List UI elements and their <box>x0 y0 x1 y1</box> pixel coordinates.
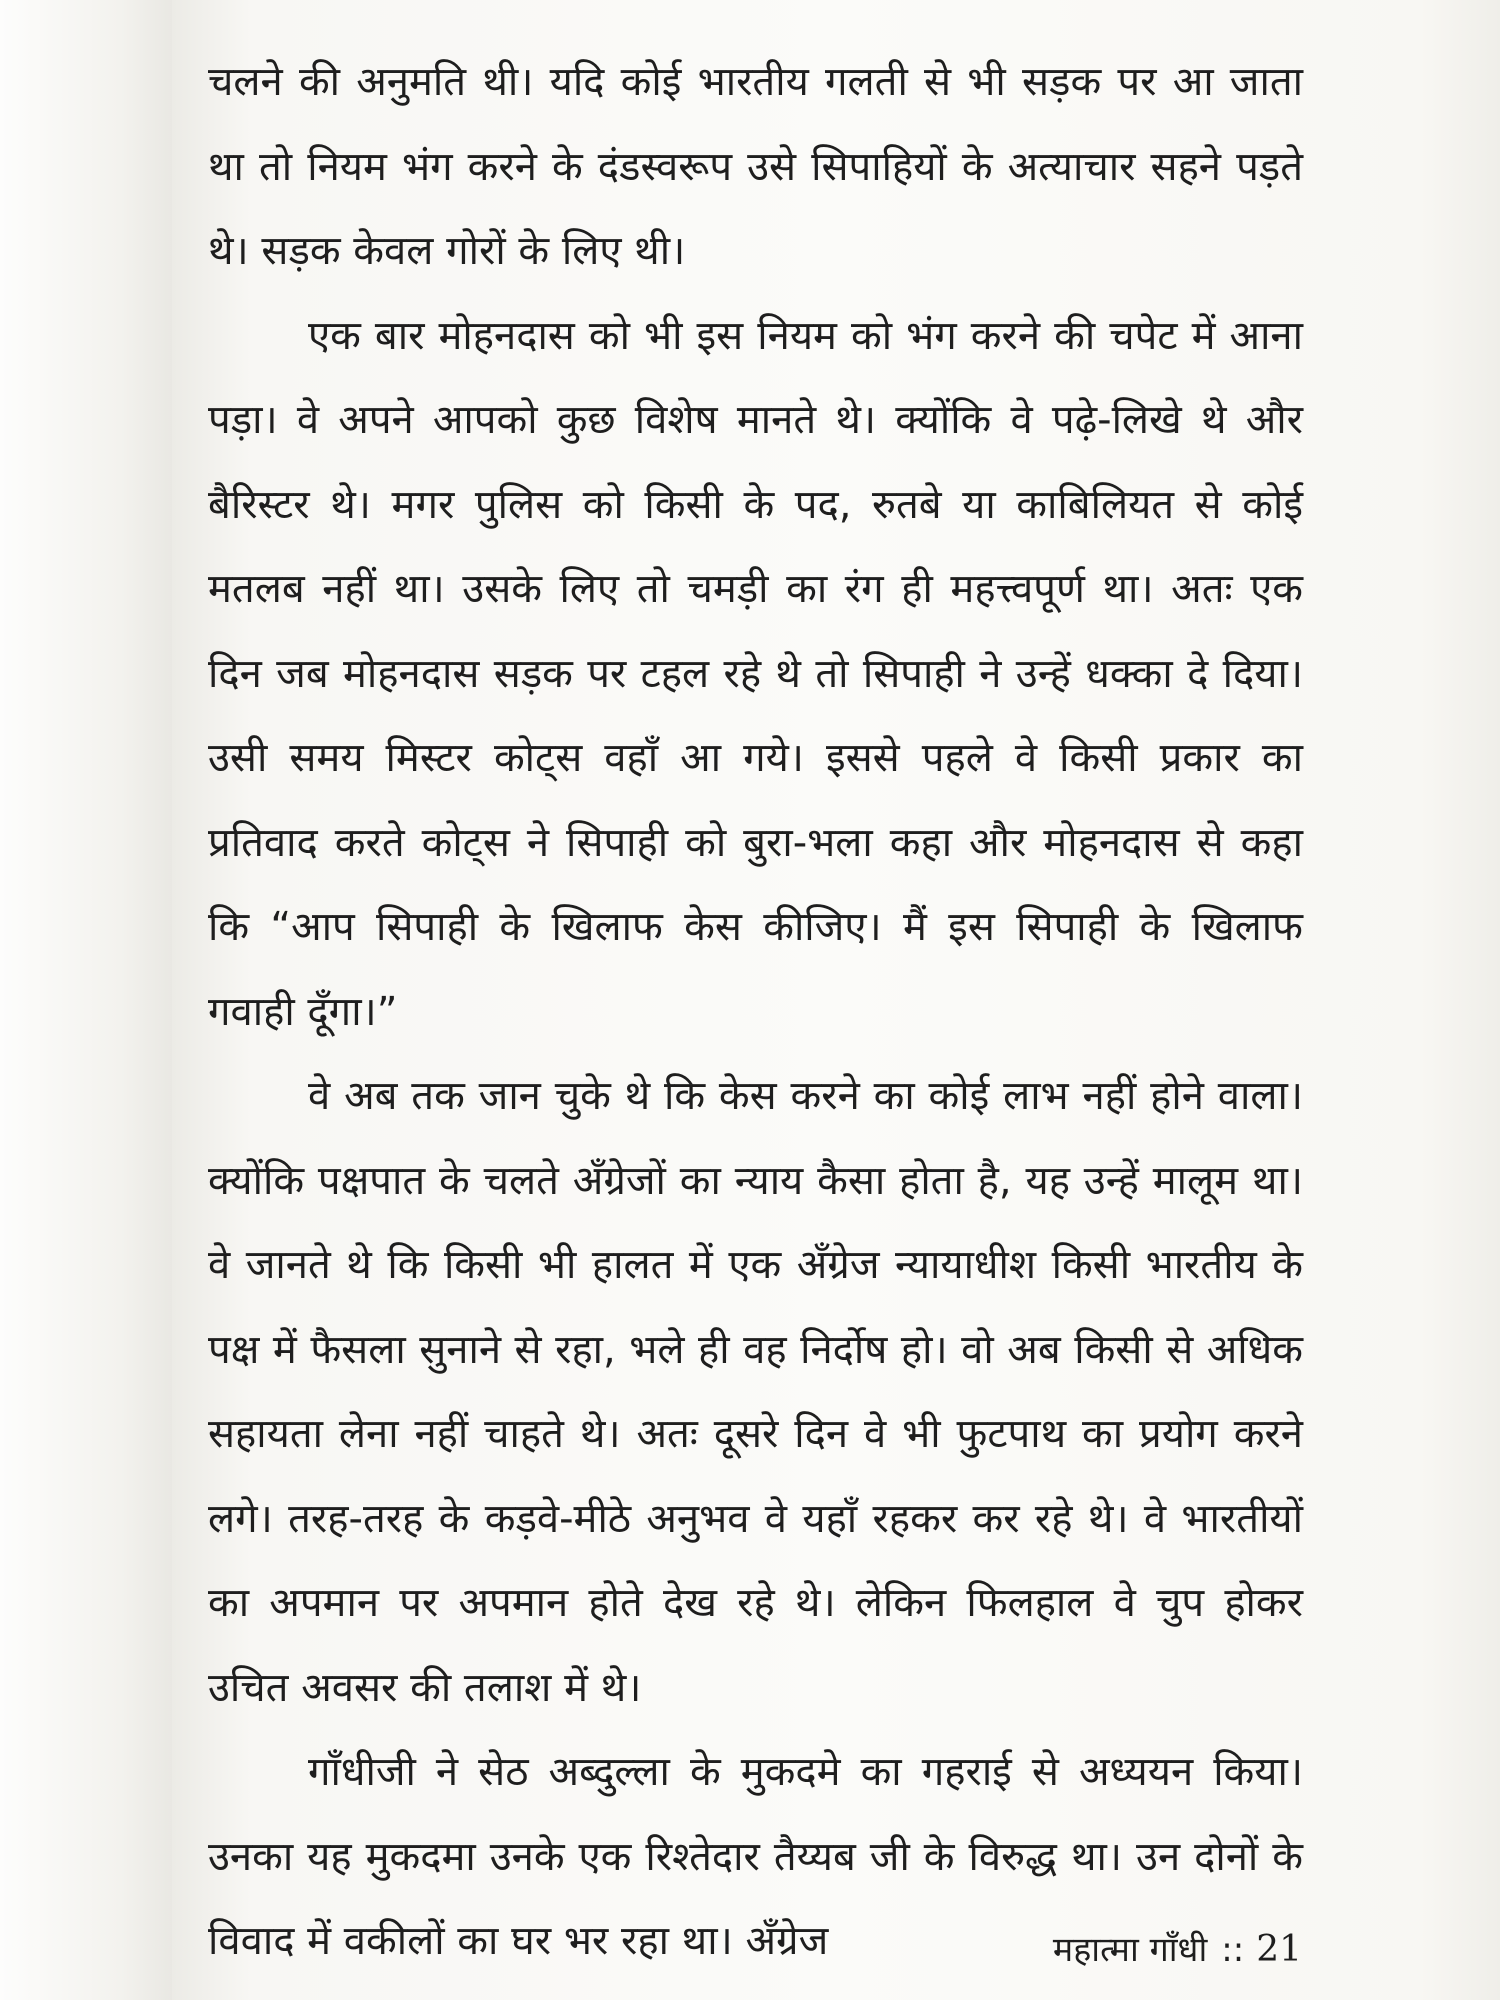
paragraph-1: चलने की अनुमति थी। यदि कोई भारतीय गलती से भी सड़क पर आ जाता था तो नियम भंग करने के दंडस्वरूप उसे सिपाहियों के अत्याचार सहने पड़ते थे। सड़क केवल गोरों के लिए थी। <box>208 59 1303 274</box>
page-number: 21 <box>1256 1929 1302 1970</box>
footer-separator: :: <box>1221 1930 1245 1970</box>
paragraph-4: गाँधीजी ने सेठ अब्दुल्ला के मुकदमे का गहराई से अध्ययन किया। उनका यह मुकदमा उनके एक रिश्तेदार तैय्यब जी के विरुद्ध था। उन दोनों के विवाद में वकीलों का घर भर रहा था। अँग्रेज <box>208 1749 1303 1964</box>
page-footer <box>1053 1926 1302 1974</box>
body-text <box>208 40 1303 1984</box>
running-title: महात्मा गाँधी <box>1052 1930 1208 1970</box>
paragraph-2: एक बार मोहनदास को भी इस नियम को भंग करने की चपेट में आना पड़ा। वे अपने आपको कुछ विशेष मानते थे। क्योंकि वे पढ़े-लिखे थे और बैरिस्टर थे। मगर पुलिस को किसी के पद, रुतबे या काबिलियत से कोई मतलब नहीं था। उसके लिए तो चमड़ी का रंग ही महत्त्वपूर्ण था। अतः एक दिन जब मोहनदास सड़क पर टहल रहे थे तो सिपाही ने उन्हें धक्का दे दिया। उसी समय मिस्टर कोट्स वहाँ आ गये। इससे पहले वे किसी प्रकार का प्रतिवाद करते कोट्स ने सिपाही को बुरा-भला कहा और मोहनदास से कहा कि “आप सिपाही के खिलाफ केस कीजिए। मैं इस सिपाही के खिलाफ गवाही दूँगा।” <box>208 312 1303 1035</box>
paragraph-3: वे अब तक जान चुके थे कि केस करने का कोई लाभ नहीं होने वाला। क्योंकि पक्षपात के चलते अँग्रेजों का न्याय कैसा होता है, यह उन्हें मालूम था। वे जानते थे कि किसी भी हालत में एक अँग्रेज न्यायाधीश किसी भारतीय के पक्ष में फैसला सुनाने से रहा, भले ही वह निर्दोष हो। वो अब किसी से अधिक सहायता लेना नहीं चाहते थे। अतः दूसरे दिन वे भी फुटपाथ का प्रयोग करने लगे। तरह-तरह के कड़वे-मीठे अनुभव वे यहाँ रहकर कर रहे थे। वे भारतीयों का अपमान पर अपमान होते देख रहे थे। लेकिन फिलहाल वे चुप होकर उचित अवसर की तलाश में थे। <box>208 1073 1303 1711</box>
page-gutter <box>0 0 172 2000</box>
